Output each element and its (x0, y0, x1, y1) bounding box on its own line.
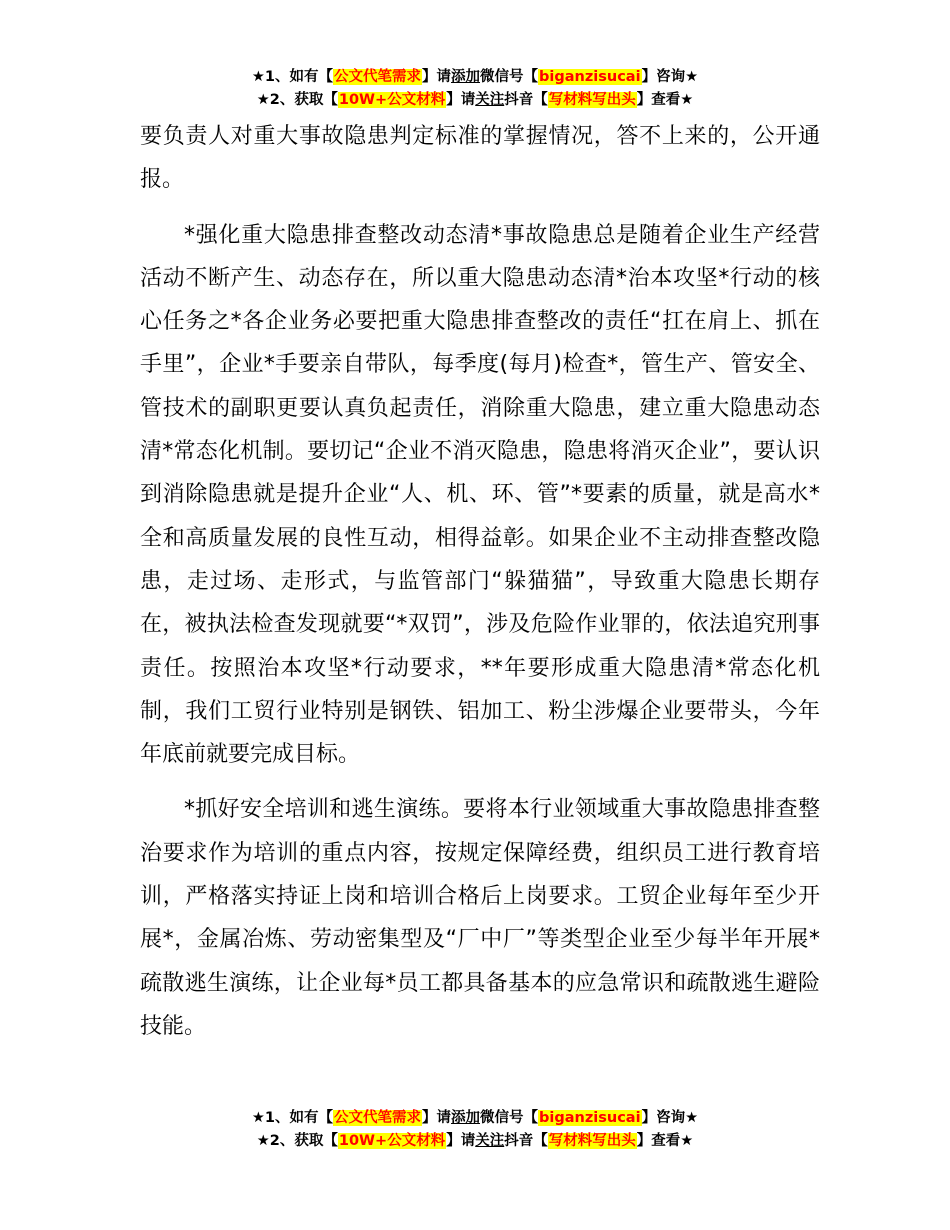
banner-text: 】请 (446, 1133, 476, 1149)
banner-text: 】请 (422, 1110, 452, 1126)
highlight-materials: 10W+公文材料 (338, 1133, 446, 1149)
banner-line-2 (0, 1130, 950, 1153)
banner-underlined-text: 添加 (451, 1110, 481, 1126)
banner-line-1 (0, 66, 950, 89)
banner-text: 】请 (422, 69, 452, 85)
highlight-douyin-account: 写材料写出头 (548, 1133, 636, 1149)
highlight-wechat-id: biganzisucai (539, 69, 641, 85)
paragraph: 要负责人对重大事故隐患判定标准的掌握情况，答不上来的，公开通报。 (140, 124, 820, 193)
highlight-ghostwriting: 公文代笔需求 (334, 69, 422, 85)
banner-text: 】咨询★ (641, 1110, 699, 1126)
banner-text: 微信号【 (480, 69, 539, 85)
banner-text: 】查看★ (636, 1133, 694, 1149)
banner-text: 抖音【 (504, 1133, 548, 1149)
document-body (140, 115, 820, 1048)
banner-line-2 (0, 89, 950, 112)
header-banner (0, 66, 950, 112)
footer-banner (0, 1107, 950, 1153)
banner-underlined-text: 关注 (475, 92, 505, 108)
paragraph: *强化重大隐患排查整改动态清*事故隐患总是随着企业生产经营活动不断产生、动态存在，所以重大隐患动态清*治本攻坚*行动的核心任务之*各企业务必要把重大隐患排查整改的责任“扛在肩上、抓在手里”，企业*手要亲自带队，每季度(每月)检查*，管生产、管安全、管技术的副职更要认真负起责任，消除重大隐患，建立重大隐患动态清*常态化机制。要切记“企业不消灭隐患，隐患将消灭企业”，要认识到消除隐患就是提升企业“人、机、环、管”*要素的质量，就是高水*全和高质量发展的良性互动，相得益彰。如果企业不主动排查整改隐患，走过场、走形式，与监管部门“躲猫猫”，导致重大隐患长期存在，被执法检查发现就要“*双罚”，涉及危险作业罪的，依法追究刑事责任。按照治本攻坚*行动要求，**年要形成重大隐患清*常态化机制，我们工贸行业特别是钢铁、铝加工、粉尘涉爆企业要带头，今年年底前就要完成目标。 (140, 222, 820, 768)
banner-underlined-text: 关注 (475, 1133, 505, 1149)
banner-line-1 (0, 1107, 950, 1130)
banner-text: 微信号【 (480, 1110, 539, 1126)
banner-text: ★1、如有【 (251, 69, 334, 85)
paragraph: *抓好安全培训和逃生演练。要将本行业领域重大事故隐患排查整治要求作为培训的重点内容，按规定保障经费，组织员工进行教育培训，严格落实持证上岗和培训合格后上岗要求。工贸企业每年至少开展*，金属冶炼、劳动密集型及“厂中厂”等类型企业至少每半年开展*疏散逃生演练，让企业每*员工都具备基本的应急常识和疏散逃生避险技能。 (140, 797, 820, 1039)
highlight-wechat-id: biganzisucai (539, 1110, 641, 1126)
banner-text: ★1、如有【 (251, 1110, 334, 1126)
banner-text: ★2、获取【 (256, 92, 338, 108)
banner-text: 】查看★ (636, 92, 694, 108)
banner-text: 抖音【 (504, 92, 548, 108)
highlight-douyin-account: 写材料写出头 (548, 92, 636, 108)
banner-text: 】请 (446, 92, 476, 108)
highlight-materials: 10W+公文材料 (338, 92, 446, 108)
banner-text: ★2、获取【 (256, 1133, 338, 1149)
banner-underlined-text: 添加 (451, 69, 481, 85)
banner-text: 】咨询★ (641, 69, 699, 85)
highlight-ghostwriting: 公文代笔需求 (334, 1110, 422, 1126)
